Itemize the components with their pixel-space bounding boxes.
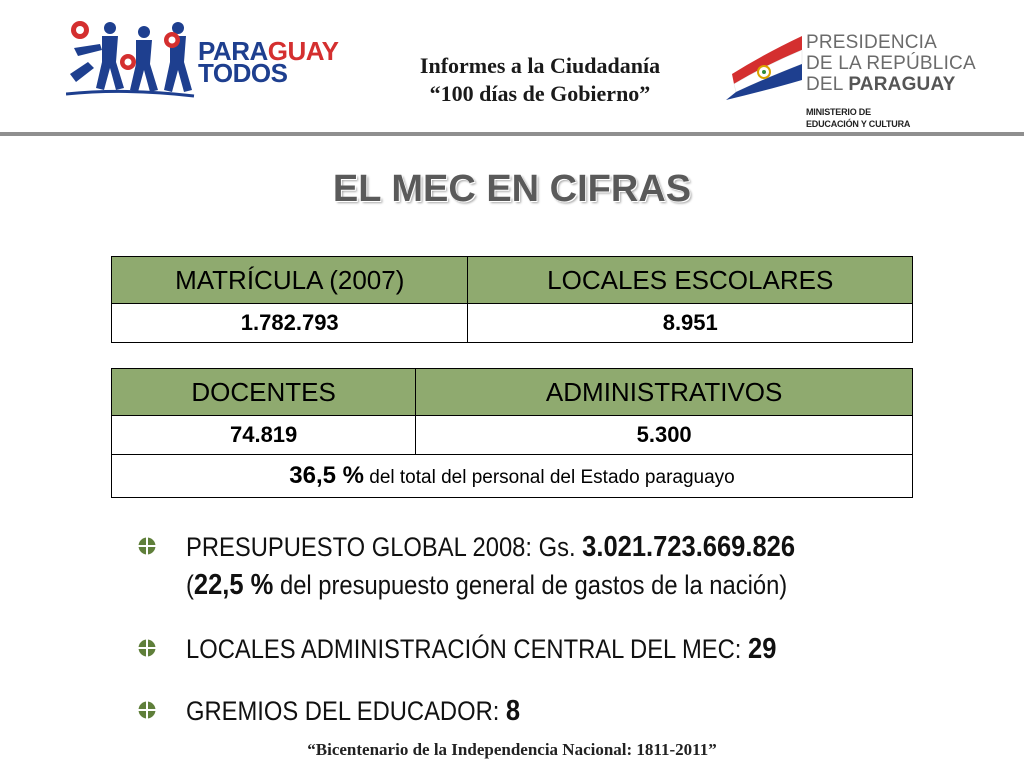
value-locales-escolares: 8.951 (468, 304, 913, 343)
bullet-icon (138, 639, 156, 657)
gremios-label: GREMIOS DEL EDUCADOR: (186, 696, 506, 726)
bullet-icon (138, 701, 156, 719)
logo-guay: GUAY (267, 36, 339, 66)
header-docentes: DOCENTES (112, 369, 416, 416)
value-matricula: 1.782.793 (112, 304, 468, 343)
table-row (112, 304, 913, 343)
table-row (112, 416, 913, 455)
page-title: EL MEC EN CIFRAS (332, 168, 692, 210)
bullet-icon (138, 537, 156, 555)
paraguay-todos-logo (66, 18, 356, 100)
paraguay-todos-wordmark (198, 36, 339, 88)
presupuesto-paren: ( (186, 570, 194, 600)
paraguay-flag-icon (724, 30, 804, 102)
informes-line1: Informes a la Ciudadanía (419, 53, 661, 78)
personal-percentage-note (112, 455, 913, 498)
informes-heading (380, 52, 700, 108)
presidencia-line2: DE LA REPÚBLICA (806, 53, 976, 74)
gremios-value: 8 (505, 695, 521, 727)
presidencia-line3-a: DEL (806, 74, 849, 95)
table-docentes-administrativos (111, 368, 913, 498)
table-header-row (112, 369, 913, 416)
personal-percentage: 36,5 % (289, 462, 364, 489)
value-administrativos: 5.300 (416, 416, 913, 455)
table-note-row (112, 455, 913, 498)
table-matricula-locales (111, 256, 913, 343)
footer-bicentenario: “Bicentenario de la Independencia Nacional: 1811-2011” (307, 740, 717, 759)
personal-percentage-text: del total del personal del Estado paraguayo (363, 467, 735, 488)
presidencia-text (806, 32, 976, 95)
value-docentes: 74.819 (112, 416, 416, 455)
presidencia-line1: PRESIDENCIA (806, 32, 938, 53)
header-divider (0, 132, 1024, 136)
header-locales-escolares: LOCALES ESCOLARES (468, 257, 913, 304)
ministerio-line2: EDUCACIÓN Y CULTURA (806, 119, 911, 129)
header-matricula: MATRÍCULA (2007) (112, 257, 468, 304)
ministerio-line1: MINISTERIO DE (806, 107, 871, 117)
ministerio-text (806, 106, 910, 130)
logo-para: PARA (198, 36, 268, 66)
informes-line2: “100 días de Gobierno” (429, 81, 651, 106)
locales-administracion-text (186, 630, 943, 668)
presupuesto-label: PRESUPUESTO GLOBAL 2008: Gs. (186, 532, 583, 562)
presidencia-line3-b: PARAGUAY (848, 74, 956, 95)
header-administrativos: ADMINISTRATIVOS (416, 369, 913, 416)
presupuesto-text (186, 528, 943, 604)
locales-administracion-label: LOCALES ADMINISTRACIÓN CENTRAL DEL MEC: (186, 634, 749, 664)
logo-todos: TODOS (198, 58, 288, 88)
table-header-row (112, 257, 913, 304)
presupuesto-value: 3.021.723.669.826 (582, 531, 796, 563)
presupuesto-percentage-text: del presupuesto general de gastos de la nación) (273, 570, 788, 600)
page-header (0, 0, 1024, 138)
presidencia-logo (724, 30, 1014, 134)
presupuesto-percentage: 22,5 % (193, 569, 274, 601)
gremios-text (186, 692, 943, 730)
people-figures-icon (66, 18, 196, 100)
locales-administracion-value: 29 (748, 633, 777, 665)
